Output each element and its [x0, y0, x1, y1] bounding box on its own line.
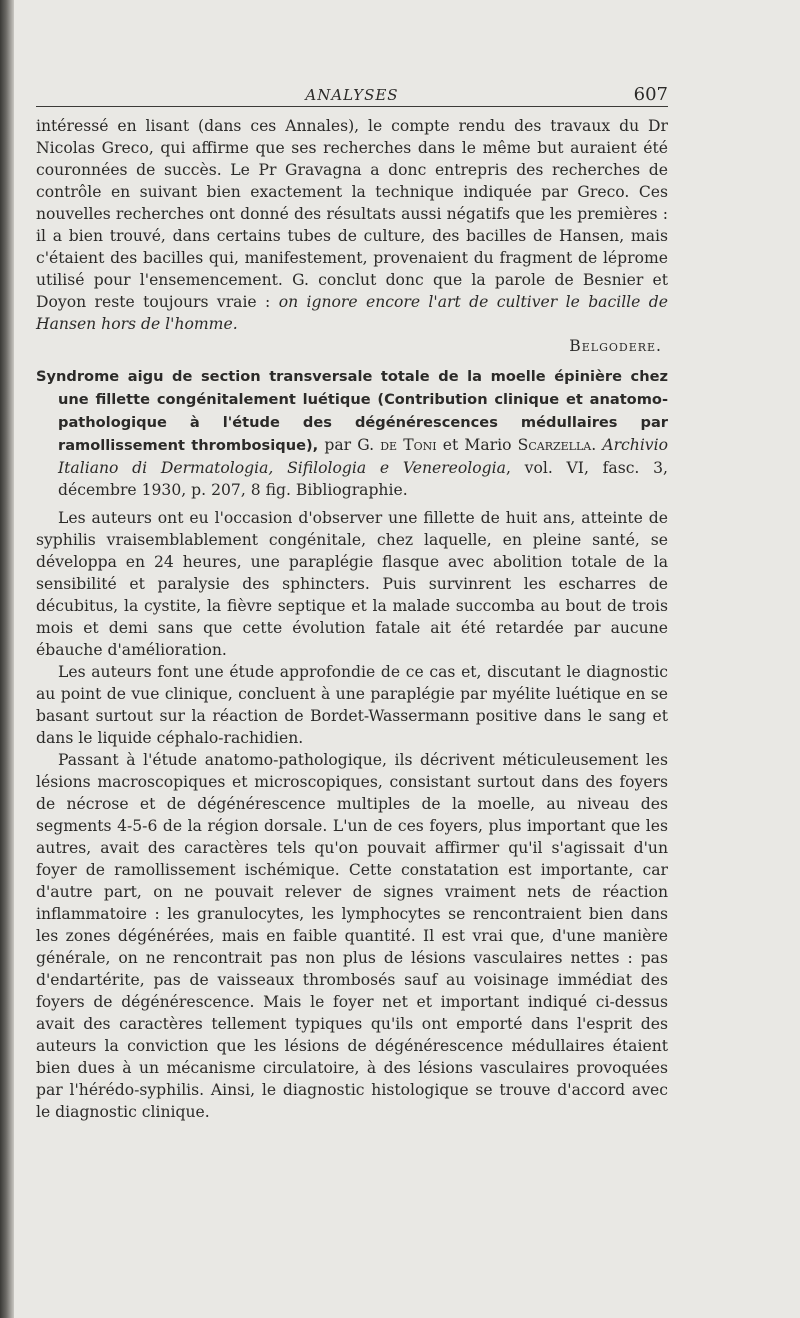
entry-author-1: G. de Toni [357, 436, 437, 454]
paragraph: Passant à l'étude anatomo-pathologique, ils décrivent méticuleusement les lésions macroscopiques et microscopiques, consistant surtout dans des foyers de nécrose et de dégénérescence multiples de la moelle, au niveau des segments 4-5-6 de la région dorsale. L'un de ces foyers, plus important que les autres, avait des caractères tels qu'on pouvait affirmer qu'il s'agissait d'un foyer de ramollissement ischémique. Cette constatation est importante, car d'autre part, on ne pouvait relever de signes vraiment nets de réaction inflammatoire : les granulocytes, les lymphocytes se rencontraient bien dans les zones dégénérées, mais en faible quantité. Il est vrai que, d'une manière générale, on ne rencontrait pas non plus de lésions vasculaires nettes : pas d'endartérite, pas de vaisseaux thrombosés sauf au voisinage immédiat des foyers de dégénérescence. Mais le foyer net et important indiqué ci-dessus avait des caractères tellement typiques qu'ils ont emporté dans l'esprit des auteurs la conviction que les lésions de dégénérescence médullaires étaient bien dues à un mécanisme circulatoire, à des lésions vasculaires provoquées par l'hérédo-syphilis. Ainsi, le diagnostic histologique se trouve d'accord avec le diagnostic clinique. [36, 751, 668, 1121]
entry-author-2: Scarzella [517, 436, 592, 454]
article-body [36, 507, 668, 1123]
paragraph: Les auteurs ont eu l'occasion d'observer une fillette de huit ans, atteinte de syphilis vraisemblablement congénitale, chez laquelle, en pleine santé, se développa en 24 heures, une paraplégie flasque avec abolition totale de la sensibilité et paralysie des sphincters. Puis survinrent les escharres de décubitus, la cystite, la fièvre septique et la malade succomba au bout de trois mois et demi sans que cette évolution fatale ait été retardée par aucune ébauche d'amélioration. [36, 509, 668, 659]
entry-title-bold: Syndrome aigu de section transversale totale de la moelle épinière chez une fillette congénitalement luétique (Contribution clinique et anatomo-pathologique à l'étude des dégénérescences médullaires par ramollissement thrombosique), [36, 368, 668, 454]
entry-sep: . [591, 436, 603, 454]
continued-paragraph [36, 115, 668, 335]
book-spine-shadow [0, 0, 14, 1318]
quote: on ignore encore l'art de cultiver le bacille de Hansen hors de l'homme. [36, 293, 668, 333]
entry-by: par [318, 436, 358, 454]
entry-title [36, 365, 668, 501]
page-header [36, 78, 668, 107]
entry-citation: , vol. VI, fasc. 3, décembre 1930, p. 207, 8 fig. Bibliographie. [58, 459, 669, 499]
page-number: 607 [633, 84, 668, 105]
entry-and: et Mario [436, 436, 518, 454]
entry-journal: Archivio Italiano di Dermatologia, Sifilologia e Venereologia [58, 436, 668, 477]
running-title: ANALYSES [305, 86, 399, 104]
page [36, 78, 668, 1123]
signature: Belgodere. [569, 337, 662, 355]
continued-paragraph-text: intéressé en lisant (dans ces Annales), le compte rendu des travaux du Dr Nicolas Greco, qui affirme que ses recherches dans le même but auraient été couronnées de succès. Le Pr Gravagna a donc entrepris des recherches de contrôle en suivant bien exactement la technique indiquée par Greco. Ces nouvelles recherches ont donné des résultats aussi négatifs que les premières : il a bien trouvé, dans certains tubes de culture, des bacilles de Hansen, mais c'étaient des bacilles qui, manifestement, provenaient du fragment de léprome utilisé pour l'ensemencement. G. conclut donc que la parole de Besnier et Doyon reste toujours vraie : [36, 117, 668, 311]
paragraph: Les auteurs font une étude approfondie de ce cas et, discutant le diagnostic au point de vue clinique, concluent à une paraplégie par myélite luétique en se basant surtout sur la réaction de Bordet-Wassermann positive dans le sang et dans le liquide céphalo-rachidien. [36, 663, 668, 747]
